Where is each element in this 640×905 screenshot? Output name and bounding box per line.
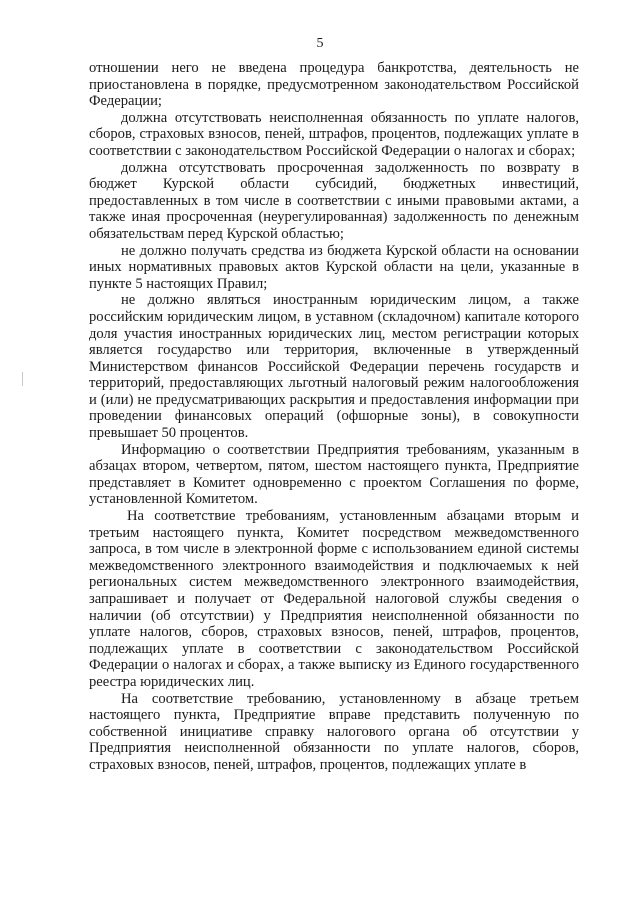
paragraph-compliance-information: Информацию о соответствии Предприятия требованиям, указанным в абзацах втором, четвертом, пятом, шестом настоящего пункта, Предприятие представляет в Комитет одновременно с проектом Соглашения по форме, установленной Комитетом.: [89, 441, 579, 508]
scan-artifact: [22, 372, 23, 386]
paragraph-interagency-request: На соответствие требованиям, установленным абзацами вторым и третьим настоящего пункта, Комитет посредством межведомственного запроса, в том числе в электронной форме с использованием единой системы межведомственного электронного взаимодействия и подключаемых к ней региональных систем межведомственного электронного взаимодействия, запрашивает и получает от Федеральной налоговой службы сведения о наличии (об отсутствии) у Предприятия неисполненной обязанности по уплате налогов, сборов, страховых взносов, пеней, штрафов, процентов, подлежащих уплате в соответствии с законодательством Российской Федерации о налогах и сборах, а также выписку из Единого государственного реестра юридических лиц.: [89, 508, 579, 690]
paragraph-tax-certificate: На соответствие требованию, установленному в абзаце третьем настоящего пункта, Предприятие вправе представить полученную по собственной инициативе справку налогового органа об отсутствии у Предприятия неисполненной обязанности по уплате налогов, сборов, страховых взносов, пеней, штрафов, процентов, подлежащих уплате в: [89, 690, 579, 773]
paragraph-foreign-entity: не должно являться иностранным юридическим лицом, а также российским юридическим лицом, в уставном (складочном) капитале которого доля участия иностранных юридических лиц, местом регистрации которых является государство или территория, включенные в утвержденный Министерством финансов Российской Федерации перечень государств и территорий, предоставляющих льготный налоговый режим налогообложения и (или) не предусматривающих раскрытия и предоставления информации при проведении финансовых операций (офшорные зоны), в совокупности превышает 50 процентов.: [89, 292, 579, 442]
paragraph-bankruptcy-continuation: отношении него не введена процедура банкротства, деятельность не приостановлена в порядке, предусмотренном законодательством Российской Федерации;: [89, 60, 579, 110]
page-number: 5: [316, 36, 324, 51]
paragraph-tax-obligation: должна отсутствовать неисполненная обязанность по уплате налогов, сборов, страховых взносов, пеней, штрафов, процентов, подлежащих уплате в соответствии с законодательством Российской Федерации о налогах и сборах;: [89, 109, 579, 159]
paragraph-no-other-funding: не должно получать средства из бюджета Курской области на основании иных нормативных правовых актов Курской области на цели, указанные в пункте 5 настоящих Правил;: [89, 242, 579, 292]
paragraph-overdue-debt: должна отсутствовать просроченная задолженность по возврату в бюджет Курской области субсидий, бюджетных инвестиций, предоставленных в том числе в соответствии с иными правовыми актами, а также иная просроченная (неурегулированная) задолженность по денежным обязательствам перед Курской областью;: [89, 159, 579, 242]
document-body: [89, 60, 579, 774]
